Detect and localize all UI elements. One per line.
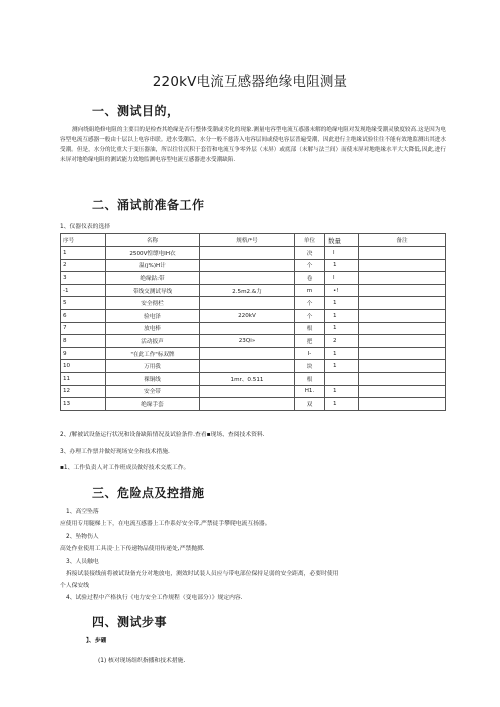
- document-title: 220kV电流互感器绝缘电阻测量: [152, 74, 348, 90]
- col-header-qty: 数量: [325, 234, 359, 247]
- table-row: [61, 284, 446, 297]
- cell-index: -1: [61, 284, 106, 297]
- section-3-line-8: 4、试验过程中产格执行《电力安全工作规程（变电部分）》规定内容.: [66, 595, 243, 601]
- cell-qty: 2: [325, 335, 359, 348]
- cell-index: 5: [61, 297, 106, 310]
- cell-name: 带线交测试导线: [106, 284, 200, 297]
- table-body: [61, 247, 446, 411]
- cell-note: [359, 335, 446, 348]
- cell-index: 6: [61, 309, 106, 322]
- cell-qty: 1: [325, 360, 359, 373]
- cell-index: 8: [61, 335, 106, 348]
- cell-name: 安全带: [106, 385, 200, 398]
- cell-spec: [200, 259, 295, 272]
- cell-spec: [200, 385, 295, 398]
- cell-name: 万用我: [106, 360, 200, 373]
- cell-unit: I-: [295, 347, 325, 360]
- cell-spec: 220kV: [200, 309, 295, 322]
- cell-index: 13: [61, 398, 106, 411]
- equipment-table: [60, 233, 446, 411]
- section-3-line-7: 个人保安线: [60, 583, 89, 589]
- table-row: [61, 297, 446, 310]
- cell-name: 裸铜线: [106, 372, 200, 385]
- cell-unit: 决: [295, 247, 325, 260]
- col-header-unit: 单位: [295, 234, 325, 247]
- cell-spec: [200, 360, 295, 373]
- cell-name: 绝缘鈷:带: [106, 272, 200, 285]
- cell-unit: 根: [295, 372, 325, 385]
- cell-qty: •!: [325, 284, 359, 297]
- table-row: [61, 335, 446, 348]
- cell-note: [359, 360, 446, 373]
- cell-unit: 把: [295, 335, 325, 348]
- cell-spec: 2.5m2.&力: [200, 284, 295, 297]
- cell-qty: 1: [325, 322, 359, 335]
- section-4-heading: 四、测试步事: [92, 615, 168, 629]
- cell-name: 验电泽: [106, 309, 200, 322]
- table-row: [61, 372, 446, 385]
- cell-name: 活动扳声: [106, 335, 200, 348]
- cell-qty: 1: [325, 398, 359, 411]
- section-3-line-3: 2、坠物伤人: [66, 534, 99, 540]
- section-1-heading: 一、测试目的，: [92, 104, 180, 118]
- col-header-name: 名称: [106, 234, 200, 247]
- cell-qty: 1: [325, 347, 359, 360]
- table-row: [61, 272, 446, 285]
- cell-name: 2500V惶缥电IH衣: [106, 247, 200, 260]
- cell-unit: 个: [295, 259, 325, 272]
- cell-name: "在此工作"标双牌: [106, 347, 200, 360]
- col-header-note: 备注: [359, 234, 446, 247]
- section-2-item-1: 1、仪器仪表的选择: [60, 224, 111, 230]
- cell-index: 7: [61, 322, 106, 335]
- cell-unit: 卷: [295, 272, 325, 285]
- section-2-item-4: ▪1、工作负责人对工作班成员做好技术交底工作。: [60, 465, 190, 471]
- cell-spec: [200, 247, 295, 260]
- cell-index: 10: [61, 360, 106, 373]
- cell-unit: m: [295, 284, 325, 297]
- cell-qty: 1: [325, 309, 359, 322]
- cell-spec: [200, 322, 295, 335]
- table-row: [61, 398, 446, 411]
- cell-note: [359, 259, 446, 272]
- cell-name: 放电棒: [106, 322, 200, 335]
- cell-note: [359, 385, 446, 398]
- cell-unit: 块: [295, 360, 325, 373]
- cell-index: 2: [61, 259, 106, 272]
- section-3-line-5: 3、人员触电: [66, 559, 99, 565]
- cell-qty: l: [325, 247, 359, 260]
- cell-note: [359, 309, 446, 322]
- table-row: [61, 259, 446, 272]
- section-3-line-2: 应使用专用腿梯上下，在电流互感器上工作系好安全带,严禁徒手攀爬电流互扬器。: [60, 521, 271, 527]
- cell-spec: [200, 297, 295, 310]
- cell-name: 安全彻栏: [106, 297, 200, 310]
- cell-note: [359, 398, 446, 411]
- cell-note: [359, 272, 446, 285]
- cell-note: [359, 322, 446, 335]
- cell-note: [359, 247, 446, 260]
- cell-unit: 个: [295, 297, 325, 310]
- cell-unit: 双: [295, 398, 325, 411]
- cell-qty: 1: [325, 385, 359, 398]
- cell-index: 11: [61, 372, 106, 385]
- col-header-spec: 规格/*号: [200, 234, 295, 247]
- section-4-line-2: (1) 核对现场组织指播和技术措施.: [98, 658, 186, 664]
- cell-spec: 23Qi»: [200, 335, 295, 348]
- section-3-line-6: 拆接试装接线前将被试设备充分对地放电，测效时试装人员应与带电部位保持足弱的安全距离，必要时使用: [66, 571, 339, 577]
- cell-qty: 1: [325, 259, 359, 272]
- table-row: [61, 322, 446, 335]
- section-4-line-1: 】、步硼: [86, 638, 107, 644]
- cell-note: [359, 372, 446, 385]
- cell-spec: [200, 347, 295, 360]
- cell-note: [359, 347, 446, 360]
- cell-spec: [200, 272, 295, 285]
- cell-qty: 1: [325, 297, 359, 310]
- cell-spec: [200, 398, 295, 411]
- table-row: [61, 247, 446, 260]
- cell-unit: 根: [295, 322, 325, 335]
- table-header-row: [61, 234, 446, 247]
- cell-index: 3: [61, 272, 106, 285]
- cell-note: [359, 284, 446, 297]
- section-3-line-1: 1、高空坠落: [66, 509, 99, 515]
- cell-index: 1: [61, 247, 106, 260]
- table-row: [61, 309, 446, 322]
- table-row: [61, 347, 446, 360]
- cell-qty: l: [325, 272, 359, 285]
- section-3-heading: 三、危险点及控措施: [92, 486, 205, 500]
- section-3-line-4: 高处作业使用工具凌·上下传递物品使用传递处,严禁抛掷.: [60, 546, 205, 552]
- col-header-index: 序号: [61, 234, 106, 247]
- cell-note: [359, 297, 446, 310]
- section-2-heading: 二、涌试前准备工作: [92, 198, 205, 212]
- cell-qty: [325, 372, 359, 385]
- cell-unit: H1.: [295, 385, 325, 398]
- table-row: [61, 385, 446, 398]
- cell-name: 温(j%)H计: [106, 259, 200, 272]
- section-2-item-2: 2、/解被试设备运行状况和设备缺陷情况及试验条件.查看▪现场、查阅技术资料.: [60, 432, 265, 438]
- cell-unit: 个: [295, 309, 325, 322]
- cell-index: 12: [61, 385, 106, 398]
- cell-name: 绝缘手套: [106, 398, 200, 411]
- section-1-body: 测向绕組绝修电阻的主要目的是检查其绝缘是否行整体受潮或劣化的现象.测量电容型电流互惑器末解的绝缘电阻对发现绝缘受潮灵敏度较高.这是因为电容型电流互感器一般由十层以上电容串联。进水受潮后，水分一般不慈涛入电容层间或使电容层普遍受潮，因此进行主绝缘试验往往不能有效地监测出其进水受潮。但是，水分的比重大于变压器油，所以往往沉积于套管和电流互争零外层（末屏）或底部（末解与法兰间）而使末屏对地绝缘水平大大降低,因此,进行未屏对地绝缘电阻的测试能力效地监测电容型电流互感器进水受潮缺陷.: [60, 127, 446, 163]
- table-row: [61, 360, 446, 373]
- cell-index: 9: [61, 347, 106, 360]
- cell-spec: 1mr、0.511: [200, 372, 295, 385]
- section-2-item-3: 3、办理工作票并做好现场安全和技术措施.: [60, 449, 170, 455]
